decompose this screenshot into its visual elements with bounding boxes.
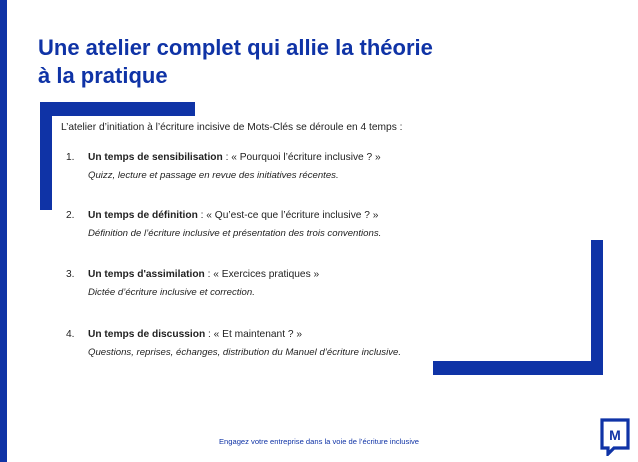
item-heading-bold: Un temps de discussion (88, 329, 206, 340)
mots-cles-logo-icon (600, 418, 630, 456)
item-description: Définition de l’écriture inclusive et présentation des trois conventions. (88, 228, 382, 239)
item-heading-bold: Un temps de définition (88, 210, 198, 221)
left-accent-bar (0, 0, 7, 462)
item-number: 4. (66, 329, 75, 340)
item-number: 3. (66, 269, 75, 280)
item-heading-bold: Un temps d'assimilation (88, 269, 205, 280)
item-description: Questions, reprises, échanges, distribution du Manuel d’écriture inclusive. (88, 347, 402, 358)
bracket-bottom-right-horizontal (433, 361, 603, 375)
footer-tagline: Engagez votre entreprise dans la voie de l’écriture inclusive (218, 437, 420, 446)
item-heading (88, 269, 319, 280)
item-heading-rest: : « Exercices pratiques » (204, 269, 320, 280)
bracket-top-left-horizontal (40, 102, 195, 116)
item-heading (88, 210, 378, 221)
item-heading-rest: : « Pourquoi l’écriture inclusive ? » (222, 152, 381, 163)
item-heading (88, 329, 302, 340)
intro-text: L’atelier d’initiation à l’écriture incisive de Mots-Clés se déroule en 4 temps : (61, 122, 403, 133)
slide-title-line-2: à la pratique (38, 63, 168, 88)
item-number: 1. (66, 152, 75, 163)
item-heading-rest: : « Et maintenant ? » (205, 329, 303, 340)
item-description: Dictée d’écriture inclusive et correction. (88, 287, 255, 298)
item-heading-rest: : « Qu’est-ce que l’écriture inclusive ? » (197, 210, 379, 221)
logo-letter: M (609, 427, 621, 443)
item-heading-bold: Un temps de sensibilisation (88, 152, 223, 163)
item-description: Quizz, lecture et passage en revue des initiatives récentes. (88, 170, 339, 181)
slide-title-line-1: Une atelier complet qui allie la théorie (38, 35, 433, 60)
item-heading (88, 152, 381, 163)
bracket-bottom-right-vertical (591, 240, 603, 375)
bracket-top-left-vertical (40, 102, 52, 210)
slide-title (38, 34, 598, 90)
item-number: 2. (66, 210, 75, 221)
